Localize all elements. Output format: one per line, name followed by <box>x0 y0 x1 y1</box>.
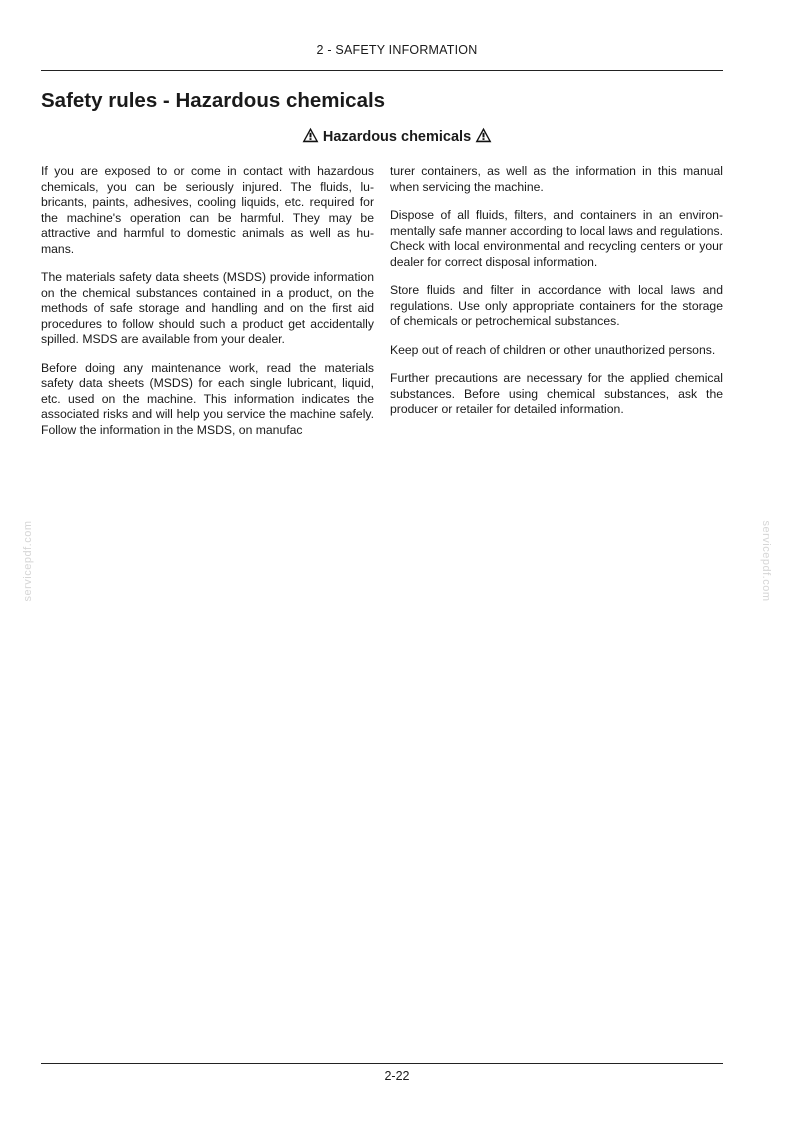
warning-triangle-icon <box>302 127 319 147</box>
subheading-text: Hazardous chemicals <box>322 129 472 145</box>
page-number: 2-22 <box>384 1069 410 1083</box>
header-rule <box>41 70 723 71</box>
warning-triangle-icon <box>475 127 492 147</box>
paragraph-exposure: If you are exposed to or come in contact with hazardous chemicals, you can be seriously injured. The fluids, lubricants, paints, adhesives, cooling liquids, etc. required for the machine's operation can be harmful. They may be attractive and harmful to domestic animals as well as humans. <box>41 164 374 256</box>
page-title: Safety rules - Hazardous chemicals <box>41 89 386 112</box>
paragraph-msds: The materials safety data sheets (MSDS) provide information on the chemical substances contained in a product, on the methods of safe storage and handling and on the first aid procedures to follow should such a product get accidentally spilled. MSDS are available from your dealer. <box>41 270 374 346</box>
watermark-right: servicepdf.com <box>760 520 772 602</box>
right-column <box>390 164 723 431</box>
paragraph-children: Keep out of reach of children or other unauthorized persons. <box>390 342 716 357</box>
watermark-left: servicepdf.com <box>22 520 34 602</box>
running-header: 2 - SAFETY INFORMATION <box>316 43 478 57</box>
left-column <box>41 164 374 451</box>
paragraph-disposal: Dispose of all fluids, filters, and containers in an environmentally safe manner according to local laws and regulations. Check with local environmental and recycling centers or your dealer for correct disposal information. <box>390 208 723 269</box>
hazard-subheading <box>0 127 794 147</box>
footer-rule <box>41 1063 723 1064</box>
paragraph-precautions: Further precautions are necessary for the applied chemical substances. Before using chemical substances, ask the producer or retailer for detailed information. <box>390 371 723 416</box>
paragraph-continuation: turer containers, as well as the information in this manual when servicing the machine. <box>390 164 723 194</box>
paragraph-maintenance: Before doing any maintenance work, read the materials safety data sheets (MSDS) for each single lubricant, liquid, etc. used on the machine. This information indicates the associated risks and will help you service the machine safely. Follow the information in the MSDS, on manufac <box>41 360 374 437</box>
paragraph-storage: Store fluids and filter in accordance with local laws and regulations. Use only appropriate containers for the storage of chemicals or petrochemical substances. <box>390 283 723 328</box>
